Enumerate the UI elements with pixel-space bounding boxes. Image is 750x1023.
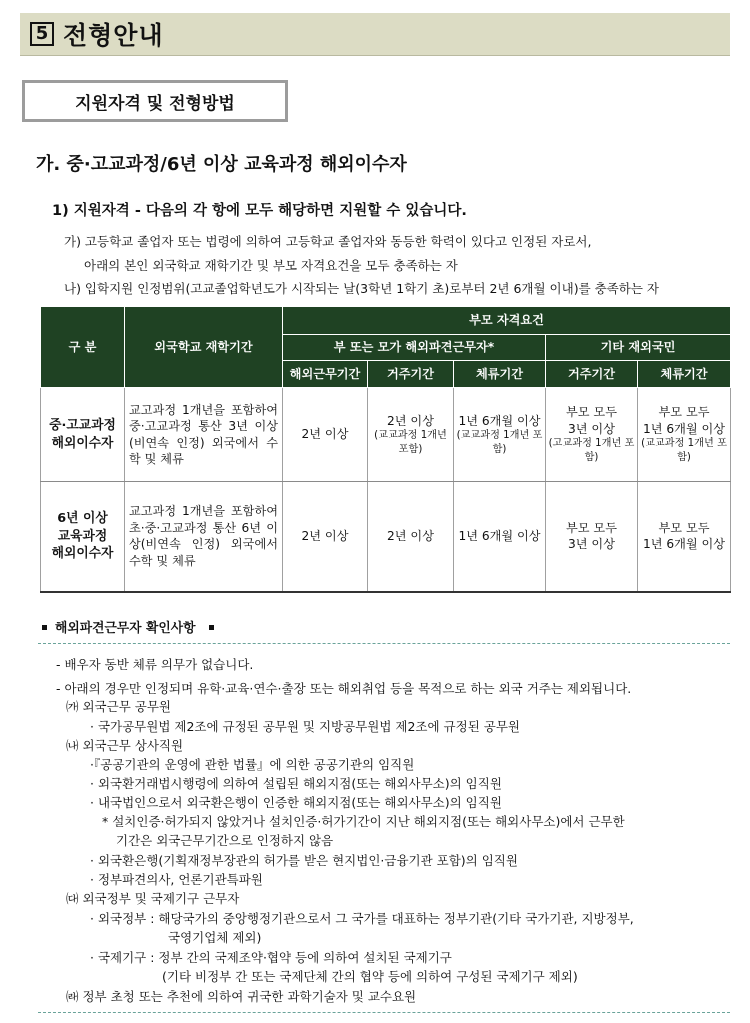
notice-line: ㈏ 외국근무 상사직원 (66, 738, 184, 753)
notice-line: ·『공공기관의 운영에 관한 법률』에 의한 공공기관의 임직원 (90, 757, 415, 772)
notice-line: · 내국법인으로서 외국환은행이 인증한 해외지점(또는 해외사무소)의 임직원 (90, 795, 502, 810)
requirement-line: 아래의 본인 외국학교 재학기간 및 부모 자격요건을 모두 충족하는 자 (84, 258, 458, 273)
notice-line: (기타 비정부 간 또는 국제단체 간의 협약 등에 의하여 구성된 국제기구 제외) (162, 969, 578, 984)
work-period-cell: 2년 이상 (283, 482, 368, 592)
school-period-cell: 교고과정 1개년을 포함하여 중·고교과정 통산 3년 이상(비연속 인정) 외국에서 수학 및 체류 (125, 388, 283, 482)
requirement-line: 나) 입학지원 인정범위(고교졸업학년도가 시작되는 날(3학년 1학기 초)로부터 2년 6개월 이내)를 충족하는 자 (64, 281, 659, 296)
header-residence-period: 거주기간 (368, 361, 454, 388)
square-bullet-icon (209, 625, 214, 630)
header-residence-period: 거주기간 (546, 361, 638, 388)
page-title: 전형안내 (63, 21, 164, 50)
header-other-overseas: 기타 재외국민 (546, 335, 731, 361)
header-school-period: 외국학교 재학기간 (125, 307, 283, 388)
notice-line: · 국가공무원법 제2조에 규정된 공무원 및 지방공무원법 제2조에 규정된 공무원 (90, 719, 520, 734)
notice-title: 해외파견근무자 확인사항 (42, 617, 222, 636)
header-stay-period: 체류기간 (454, 361, 546, 388)
notice-line: · 외국정부 : 해당국가의 중앙행정기관으로서 그 국가를 대표하는 정부기관(기타 국가기관, 지방정부, (90, 911, 634, 926)
table-row (41, 482, 731, 592)
row-label: 중·고교과정 해외이수자 (41, 388, 125, 482)
header-parent-requirements: 부모 자격요건 (283, 307, 731, 335)
stay-cell: 1년 6개월 이상 (교교과정 1개년 포함) (454, 388, 546, 482)
header-dispatch-worker: 부 또는 모가 해외파견근무자* (283, 335, 546, 361)
notice-line: ㈎ 외국근무 공무원 (66, 699, 171, 714)
page-header (20, 13, 730, 56)
notice-line: 기간은 외국근무기간으로 인정하지 않음 (116, 833, 334, 848)
notice-line: ㈑ 정부 초청 또는 추천에 의하여 귀국한 과학기술자 및 교수요원 (66, 989, 417, 1004)
subsection-title: 가. 중·고교과정/6년 이상 교육과정 해외이수자 (36, 154, 407, 175)
work-period-cell: 2년 이상 (283, 388, 368, 482)
section-heading-box: 지원자격 및 전형방법 (22, 80, 288, 122)
section-number: 5 (30, 22, 54, 46)
header-work-period: 해외근무기간 (283, 361, 368, 388)
requirement-line: 가) 고등학교 졸업자 또는 법령에 의하여 고등학교 졸업자와 동등한 학력이 있다고 인정된 자로서, (64, 234, 592, 249)
notice-line: - 배우자 동반 체류 의무가 없습니다. (56, 657, 254, 672)
square-bullet-icon (42, 625, 47, 630)
residence-cell: 2년 이상 (368, 482, 454, 592)
residence-cell: 부모 모두 3년 이상 (546, 482, 638, 592)
divider (38, 643, 730, 644)
notice-line: 국영기업체 제외) (168, 930, 262, 945)
row-label: 6년 이상 교육과정 해외이수자 (41, 482, 125, 592)
header-stay-period: 체류기간 (638, 361, 731, 388)
notice-line: · 외국환은행(기획재정부장관의 허가를 받은 현지법인·금융기관 포함)의 임직원 (90, 853, 518, 868)
notice-line: · 정부파견의사, 언론기관특파원 (90, 872, 263, 887)
notice-line: - 아래의 경우만 인정되며 유학·교육·연수·출장 또는 해외취업 등을 목적으로 하는 외국 거주는 제외됩니다. (56, 681, 632, 696)
notice-line: · 국제기구 : 정부 간의 국제조약·협약 등에 의하여 설치된 국제기구 (90, 950, 452, 965)
stay-cell: 부모 모두 1년 6개월 이상 (교교과정 1개년 포함) (638, 388, 731, 482)
notice-line: ㈐ 외국정부 및 국제기구 근무자 (66, 891, 240, 906)
school-period-cell: 교고과정 1개년을 포함하여 초·중·고교과정 통산 6년 이상(비연속 인정) 외국에서 수학 및 체류 (125, 482, 283, 592)
notice-line: * 설치인증·허가되지 않았거나 설치인증·허가기간이 지난 해외지점(또는 해외사무소)에서 근무한 (102, 814, 625, 829)
stay-cell: 부모 모두 1년 6개월 이상 (638, 482, 731, 592)
requirements-table (40, 306, 731, 593)
residence-cell: 부모 모두 3년 이상 (고교과정 1개년 포함) (546, 388, 638, 482)
notice-line: · 외국환거래법시행령에 의하여 설립된 해외지점(또는 해외사무소)의 임직원 (90, 776, 502, 791)
header-category: 구 분 (41, 307, 125, 388)
stay-cell: 1년 6개월 이상 (454, 482, 546, 592)
table-row (41, 388, 731, 482)
divider (38, 1012, 730, 1013)
residence-cell: 2년 이상 (교교과정 1개년 포함) (368, 388, 454, 482)
requirements-heading: 1) 지원자격 - 다음의 각 항에 모두 해당하면 지원할 수 있습니다. (52, 203, 467, 219)
